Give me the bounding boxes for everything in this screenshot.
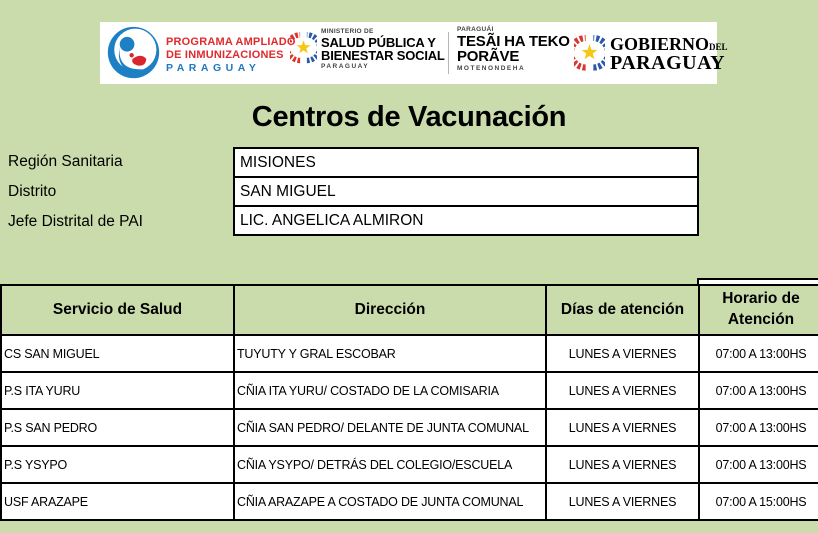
header-horario: Horario de Atención (699, 285, 818, 335)
jefe-distrital-field[interactable]: LIC. ANGELICA ALMIRON (235, 205, 697, 234)
ministry-small-top: MINISTERIO DE (321, 28, 374, 35)
field-label-jefe-distrital: Jefe Distrital de PAI (8, 213, 143, 230)
tesai-small-bottom: MOTENONDEHA (457, 65, 526, 72)
ministry-line2: BIENESTAR SOCIAL (321, 48, 445, 64)
ministry-logo (290, 29, 445, 71)
government-line2: PARAGUAY (610, 51, 726, 74)
header-direccion: Dirección (234, 285, 546, 335)
hours-cell: 07:00 A 15:00HS (699, 483, 818, 520)
tesai-line1: TESÃI HA TEKO (457, 32, 570, 50)
pai-logo (106, 25, 296, 85)
logo-divider (448, 32, 449, 74)
address-cell: CÑIA YSYPO/ DETRÁS DEL COLEGIO/ESCUELA (234, 446, 546, 483)
table-row (1, 409, 818, 446)
field-label-distrito: Distrito (8, 183, 57, 200)
days-cell: LUNES A VIERNES (546, 372, 699, 409)
header-servicio: Servicio de Salud (1, 285, 234, 335)
tesai-line2: PORÃVE (457, 48, 520, 66)
address-cell: CÑIA SAN PEDRO/ DELANTE DE JUNTA COMUNAL (234, 409, 546, 446)
ministry-line1: SALUD PÚBLICA Y (321, 34, 436, 50)
hours-cell: 07:00 A 13:00HS (699, 335, 818, 372)
logo-strip (100, 22, 728, 84)
hours-cell: 07:00 A 13:00HS (699, 409, 818, 446)
table-header-row (1, 285, 818, 335)
field-label-region-sanitaria: Región Sanitaria (8, 153, 123, 170)
tesai-logo (457, 27, 570, 73)
tesai-small-top: PARAGUÁI (457, 26, 494, 33)
table-row (1, 372, 818, 409)
address-cell: CÑIA ARAZAPE A COSTADO DE JUNTA COMUNAL (234, 483, 546, 520)
address-cell: TUYUTY Y GRAL ESCOBAR (234, 335, 546, 372)
table-row (1, 335, 818, 372)
days-cell: LUNES A VIERNES (546, 409, 699, 446)
ministry-small-bottom: PARAGUAY (321, 63, 370, 71)
government-del: DEL (709, 42, 728, 53)
government-line1: GOBIERNO (610, 34, 710, 55)
page-title: Centros de Vacunación (251, 101, 567, 133)
government-wreath-icon (574, 31, 605, 78)
ministry-wreath-icon (290, 29, 317, 70)
table-row (1, 483, 818, 520)
pai-line3: PARAGUAY (166, 61, 261, 74)
days-cell: LUNES A VIERNES (546, 483, 699, 520)
service-cell: USF ARAZAPE (1, 483, 234, 520)
service-cell: P.S YSYPO (1, 446, 234, 483)
pai-line2: DE INMUNIZACIONES (166, 48, 284, 61)
distrito-field[interactable]: SAN MIGUEL (235, 176, 697, 205)
vaccination-centers-table (0, 284, 818, 521)
table-row (1, 446, 818, 483)
service-cell: P.S ITA YURU (1, 372, 234, 409)
days-cell: LUNES A VIERNES (546, 446, 699, 483)
government-logo (574, 31, 728, 78)
pai-line1: PROGRAMA AMPLIADO (166, 36, 296, 49)
hours-cell: 07:00 A 13:00HS (699, 372, 818, 409)
service-cell: CS SAN MIGUEL (1, 335, 234, 372)
days-cell: LUNES A VIERNES (546, 335, 699, 372)
pai-logo-icon (106, 25, 161, 85)
region-sanitaria-field[interactable]: MISIONES (235, 149, 697, 176)
address-cell: CÑIA ITA YURU/ COSTADO DE LA COMISARIA (234, 372, 546, 409)
hours-cell: 07:00 A 13:00HS (699, 446, 818, 483)
field-value-boxes (233, 147, 699, 236)
header-dias: Días de atención (546, 285, 699, 335)
service-cell: P.S SAN PEDRO (1, 409, 234, 446)
